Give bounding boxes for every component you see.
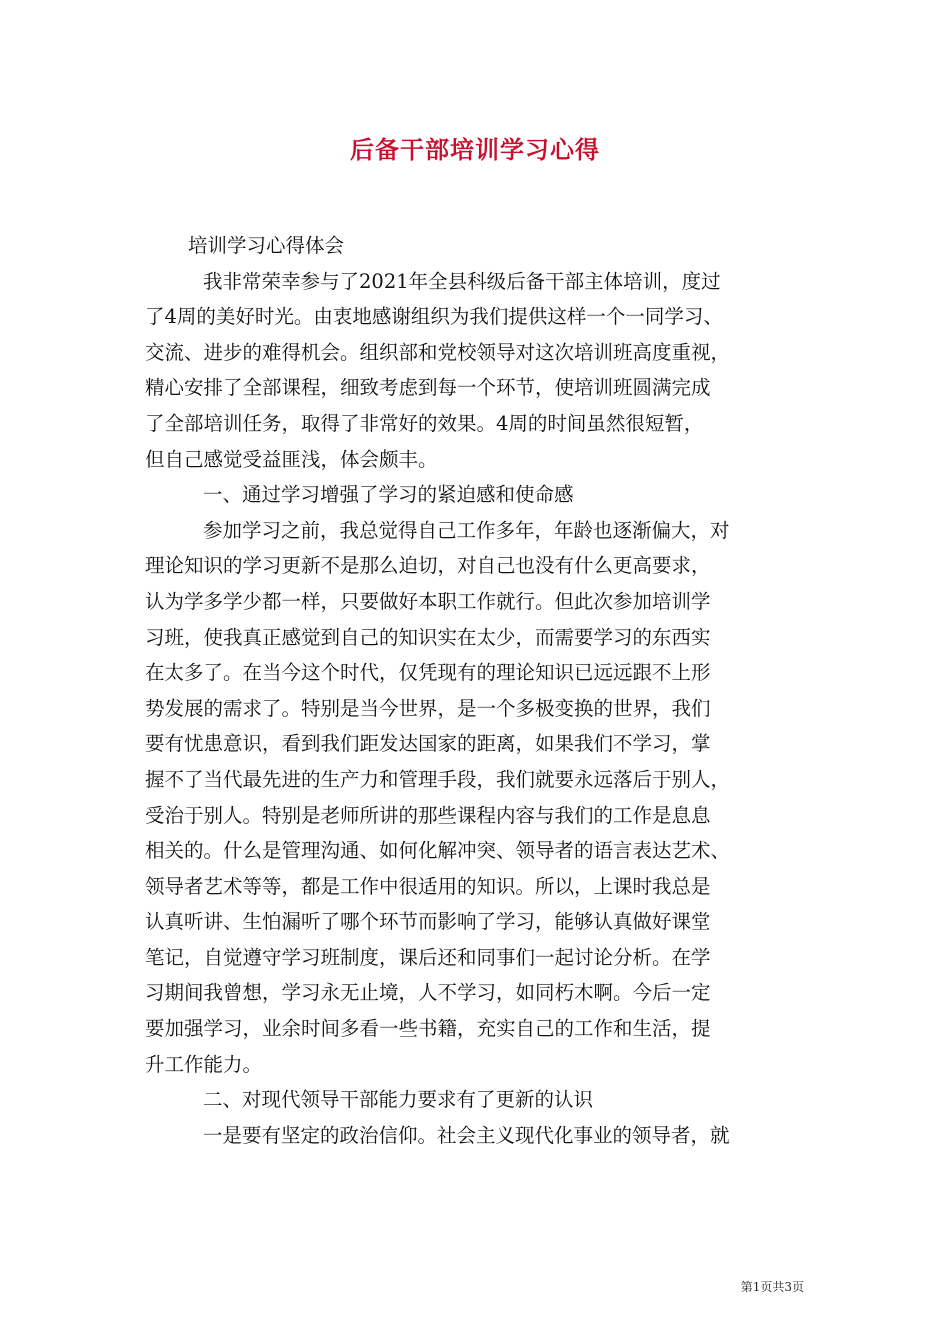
paragraph-line: 笔记，自觉遵守学习班制度，课后还和同事们一起讨论分析。在学 <box>145 945 711 969</box>
paragraph-line: 领导者艺术等等，都是工作中很适用的知识。所以，上课时我总是 <box>145 874 711 898</box>
paragraph-line: 认真听讲、生怕漏听了哪个环节而影响了学习，能够认真做好课堂 <box>145 910 711 934</box>
paragraph-line: 受治于别人。特别是老师所讲的那些课程内容与我们的工作是息息 <box>145 803 711 827</box>
paragraph-line: 认为学多学少都一样，只要做好本职工作就行。但此次参加培训学 <box>145 589 711 613</box>
paragraph-line: 了4周的美好时光。由衷地感谢组织为我们提供这样一个一同学习、 <box>145 305 723 329</box>
paragraph-line: 参加学习之前，我总觉得自己工作多年，年龄也逐渐偏大，对 <box>203 518 730 542</box>
subtitle: 培训学习心得体会 <box>188 234 345 257</box>
paragraph-line: 我非常荣幸参与了2021年全县科级后备干部主体培训，度过 <box>203 269 721 293</box>
paragraph-line: 习班，使我真正感觉到自己的知识实在太少，而需要学习的东西实 <box>145 625 711 649</box>
paragraph-line: 握不了当代最先进的生产力和管理手段，我们就要永远落后于别人， <box>145 767 731 791</box>
page-number-footer: 第1页共3页 <box>740 1280 804 1294</box>
paragraph-line: 但自己感觉受益匪浅，体会颇丰。 <box>145 447 438 471</box>
section-heading: 一、通过学习增强了学习的紧迫感和使命感 <box>203 483 574 507</box>
document-body <box>145 228 815 1153</box>
paragraph-line: 势发展的需求了。特别是当今世界，是一个多极变换的世界，我们 <box>145 696 711 720</box>
document-title: 后备干部培训学习心得 <box>350 135 600 164</box>
section-heading: 二、对现代领导干部能力要求有了更新的认识 <box>203 1088 594 1112</box>
paragraph-line: 交流、进步的难得机会。组织部和党校领导对这次培训班高度重视， <box>145 340 731 364</box>
paragraph-line: 了全部培训任务，取得了非常好的效果。4周的时间虽然很短暂， <box>145 411 704 435</box>
paragraph-line: 一是要有坚定的政治信仰。社会主义现代化事业的领导者，就 <box>203 1123 730 1147</box>
paragraph-line: 精心安排了全部课程，细致考虑到每一个环节，使培训班圆满完成 <box>145 376 711 400</box>
paragraph-line: 在太多了。在当今这个时代，仅凭现有的理论知识已远远跟不上形 <box>145 661 711 685</box>
paragraph-line: 相关的。什么是管理沟通、如何化解冲突、领导者的语言表达艺术、 <box>145 839 731 863</box>
paragraph-line: 习期间我曾想，学习永无止境，人不学习，如同朽木啊。今后一定 <box>145 981 711 1005</box>
paragraph-line: 理论知识的学习更新不是那么迫切，对自己也没有什么更高要求， <box>145 554 711 578</box>
paragraph-line: 升工作能力。 <box>145 1052 263 1076</box>
paragraph-line: 要加强学习，业余时间多看一些书籍，充实自己的工作和生活，提 <box>145 1017 711 1041</box>
paragraph-line: 要有忧患意识，看到我们距发达国家的距离，如果我们不学习，掌 <box>145 732 711 756</box>
